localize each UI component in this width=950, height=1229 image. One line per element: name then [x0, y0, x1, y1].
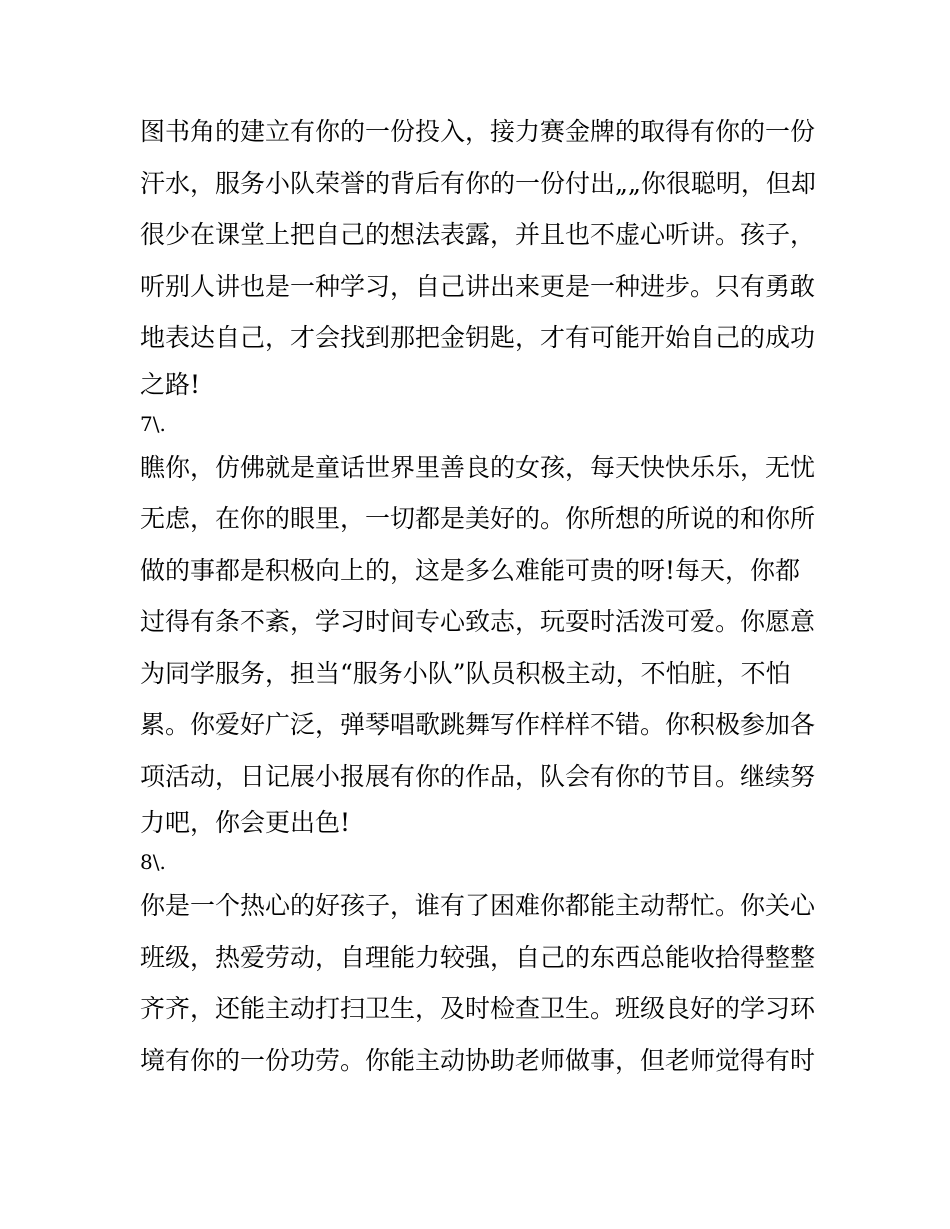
- comment-paragraph-6: [140, 106, 820, 406]
- document-body: [140, 106, 820, 1086]
- text-line: 听别人讲也是一种学习，自己讲出来更是一种进步。只有勇敢: [140, 271, 816, 301]
- text-line: 力吧，你会更出色!: [140, 808, 351, 837]
- comment-paragraph-7: [140, 442, 820, 845]
- item-number-8: 8\.: [140, 850, 166, 874]
- text-line: 你是一个热心的好孩子，谁有了困难你都能主动帮忙。你关心: [140, 891, 816, 920]
- text-line: 境有你的一份功劳。你能主动协助老师做事，但老师觉得有时: [140, 1045, 816, 1075]
- text-line: 瞧你，仿佛就是童话世界里善良的女孩，每天快快乐乐，无忧: [140, 452, 816, 482]
- text-line: 为同学服务，担当“服务小队”队员积极主动，不怕脏，不怕: [140, 658, 791, 688]
- text-line: 累。你爱好广泛，弹琴唱歌跳舞写作样样不错。你积极参加各: [140, 710, 816, 739]
- text-line: 之路!: [140, 369, 201, 399]
- text-line: 很少在课堂上把自己的想法表露，并且也不虚心听讲。孩子，: [140, 220, 816, 249]
- item-number-7: 7\.: [140, 411, 166, 436]
- text-line: 过得有条不紊，学习时间专心致志，玩耍时活泼可爱。你愿意: [140, 607, 816, 636]
- text-line: 齐齐，还能主动打扫卫生，及时检查卫生。班级良好的学习环: [140, 994, 816, 1023]
- text-line: 无虑，在你的眼里，一切都是美好的。你所想的所说的和你所: [140, 504, 816, 533]
- text-line: 图书角的建立有你的一份投入，接力赛金牌的取得有你的一份: [140, 117, 816, 146]
- text-line: 做的事都是积极向上的，这是多么难能可贵的呀!每天，你都: [140, 555, 801, 585]
- text-line: 地表达自己，才会找到那把金钥匙，才有可能开始自己的成功: [140, 323, 816, 352]
- text-line: 汗水，服务小队荣誉的背后有你的一份付出„„你很聪明，但却: [140, 168, 816, 198]
- comment-paragraph-8: [140, 880, 820, 1086]
- text-line: 班级，热爱劳动，自理能力较强，自己的东西总能收拾得整整: [140, 942, 816, 972]
- text-line: 项活动，日记展小报展有你的作品，队会有你的节目。继续努: [140, 761, 816, 791]
